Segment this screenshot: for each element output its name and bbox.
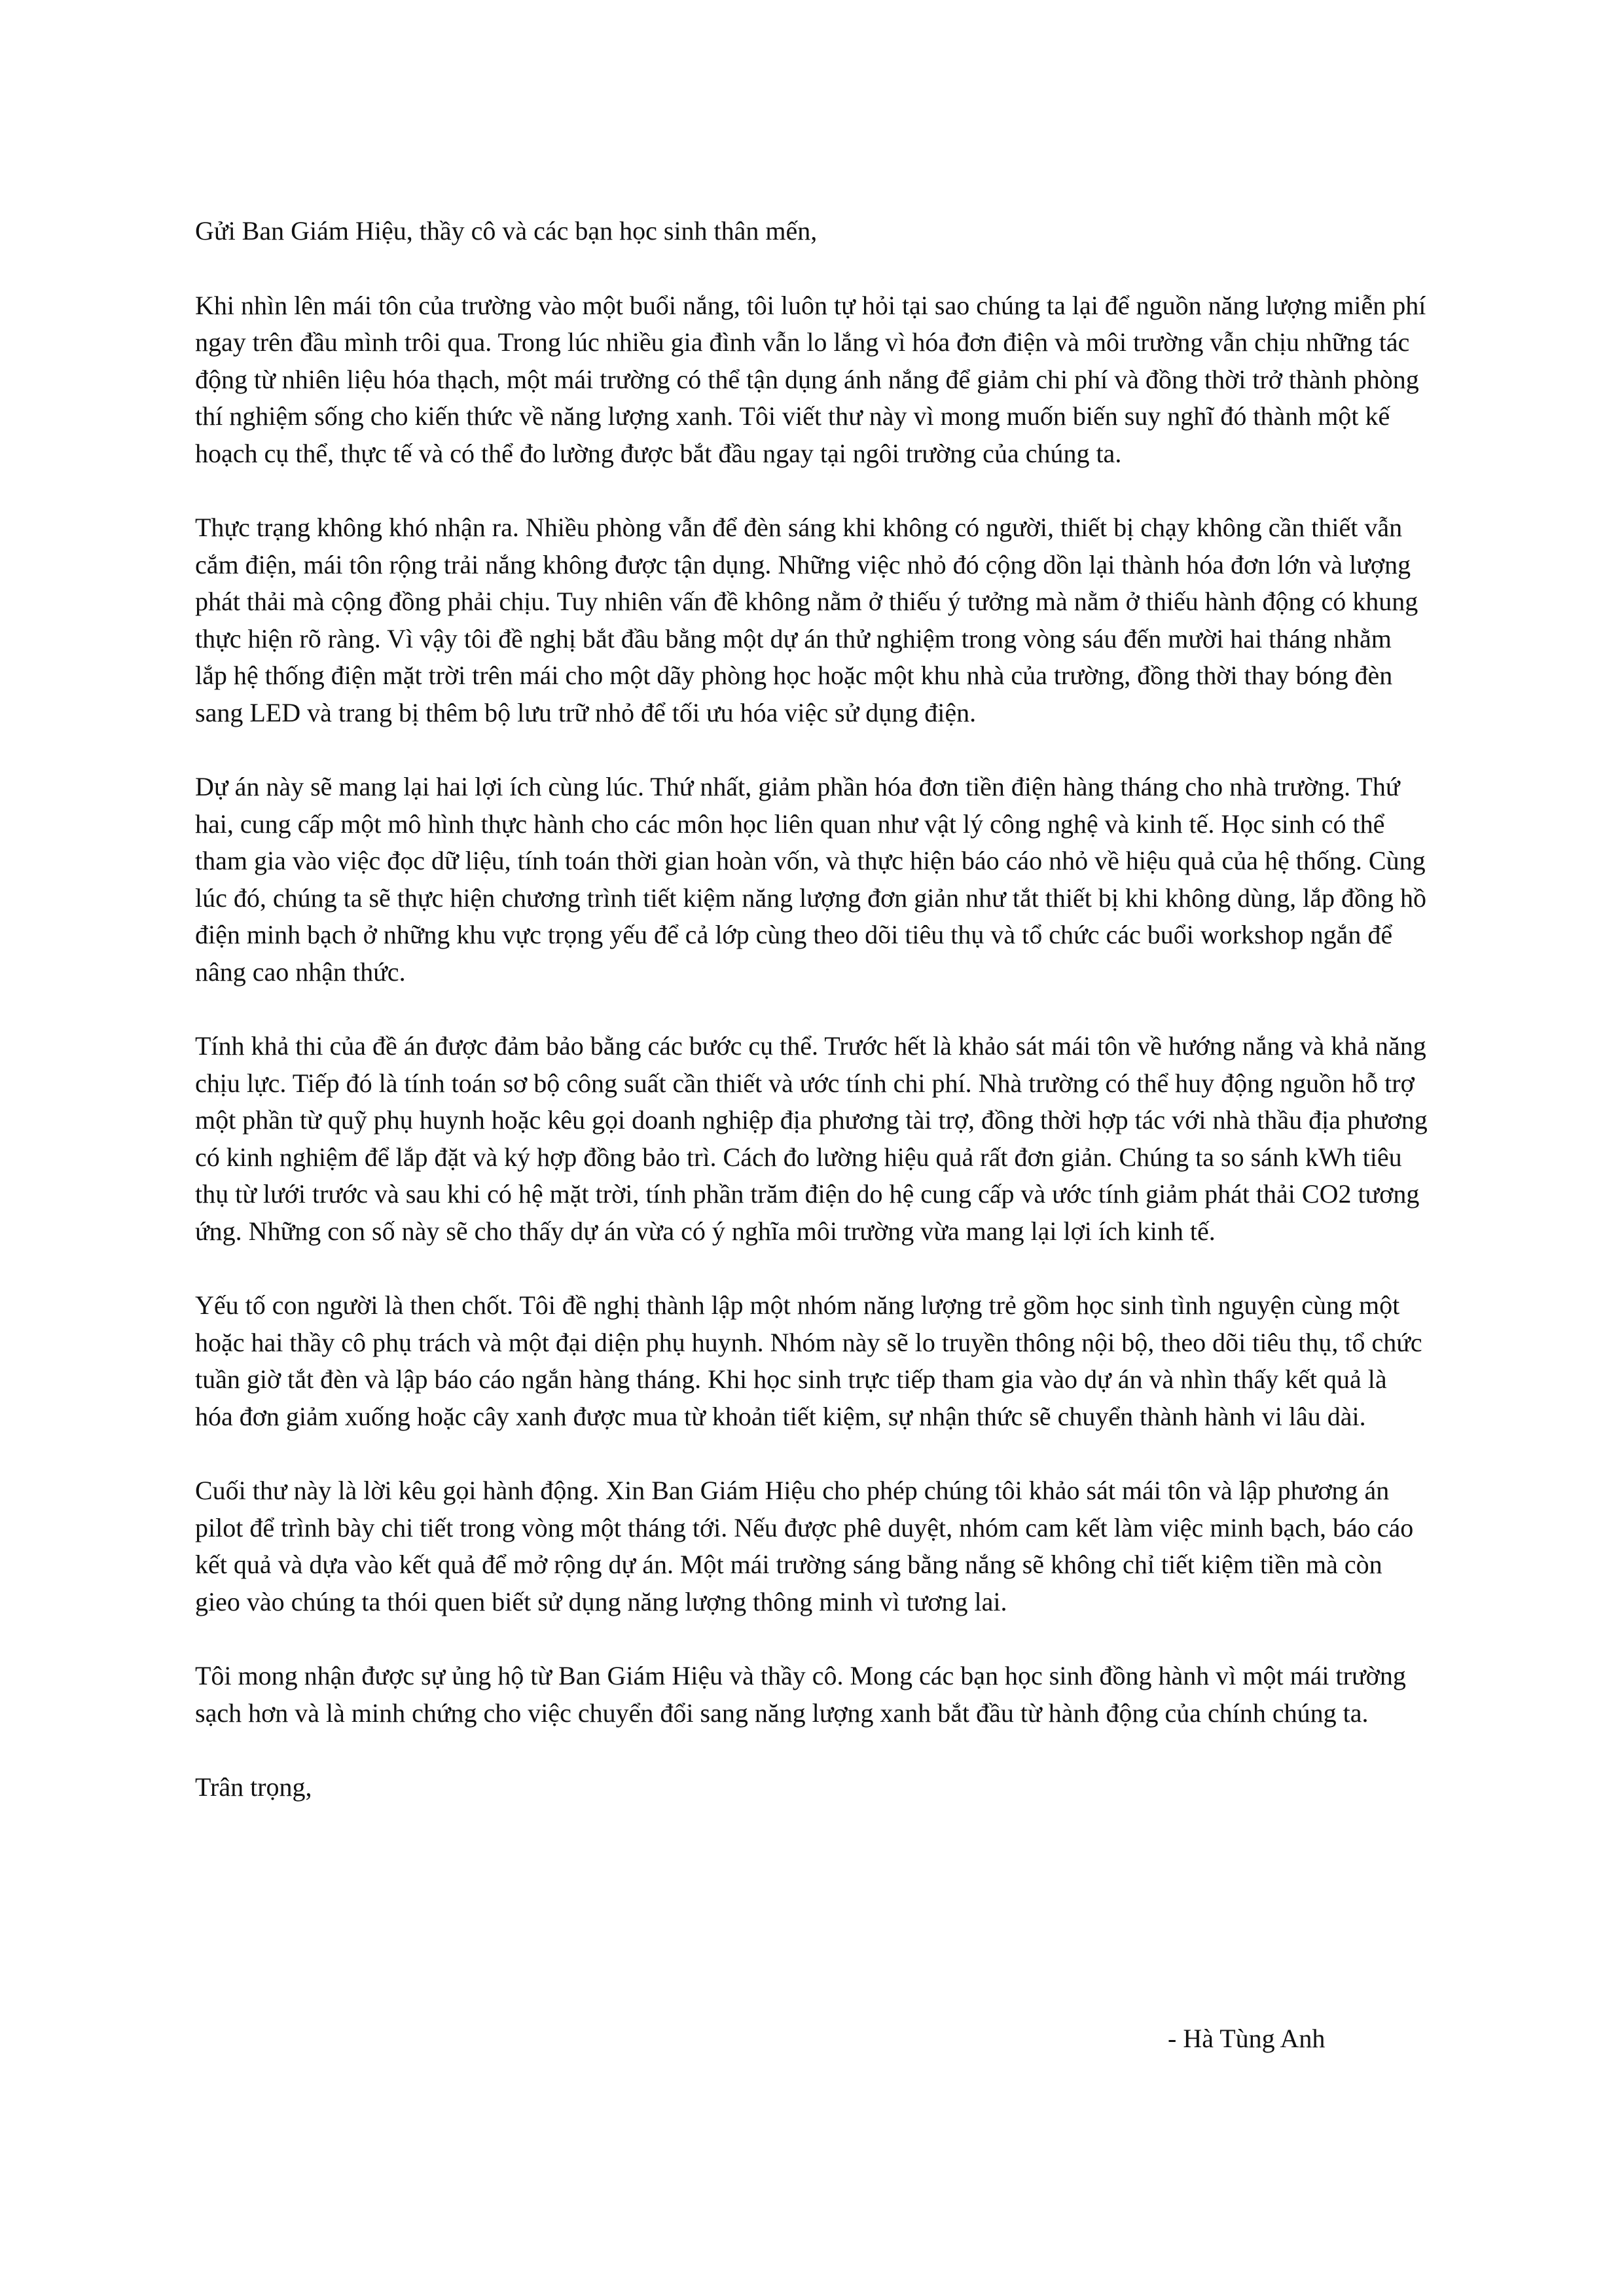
paragraph-human-factor: Yếu tố con người là then chốt. Tôi đề nghị thành lập một nhóm năng lượng trẻ gồm học sinh tình nguyện cùng một hoặc hai thầy cô phụ trách và một đại diện phụ huynh. Nhóm này sẽ lo truyền thông nội bộ, theo dõi tiêu thụ, tổ chức tuần giờ tắt đèn và lập báo cáo ngắn hàng tháng. Khi học sinh trực tiếp tham gia vào dự án và nhìn thấy kết quả là hóa đơn giảm xuống hoặc cây xanh được mua từ khoản tiết kiệm, sự nhận thức sẽ chuyển thành hành vi lâu dài. [195, 1290, 1422, 1431]
letter-body [195, 213, 1429, 1806]
paragraph-feasibility: Tính khả thi của đề án được đảm bảo bằng các bước cụ thể. Trước hết là khảo sát mái tôn về hướng nắng và khả năng chịu lực. Tiếp đó là tính toán sơ bộ công suất cần thiết và ước tính chi phí. Nhà trường có thể huy động nguồn hỗ trợ một phần từ quỹ phụ huynh hoặc kêu gọi doanh nghiệp địa phương tài trợ, đồng thời hợp tác với nhà thầu địa phương có kinh nghiệm để lắp đặt và ký hợp đồng bảo trì. Cách đo lường hiệu quả rất đơn giản. Chúng ta so sánh kWh tiêu thụ từ lưới trước và sau khi có hệ mặt trời, tính phần trăm điện do hệ cung cấp và ước tính giảm phát thải CO2 tương ứng. Những con số này sẽ cho thấy dự án vừa có ý nghĩa môi trường vừa mang lại lợi ích kinh tế. [195, 1031, 1428, 1246]
letter-signature: - Hà Tùng Anh [1168, 2024, 1326, 2053]
letter-closing: Trân trọng, [195, 1772, 312, 1802]
paragraph-final-request: Tôi mong nhận được sự ủng hộ từ Ban Giám Hiệu và thầy cô. Mong các bạn học sinh đồng hành vì một mái trường sạch hơn và là minh chứng cho việc chuyển đổi sang năng lượng xanh bắt đầu từ hành động của chính chúng ta. [195, 1661, 1406, 1728]
letter-greeting: Gửi Ban Giám Hiệu, thầy cô và các bạn học sinh thân mến, [195, 216, 818, 246]
paragraph-call-to-action: Cuối thư này là lời kêu gọi hành động. Xin Ban Giám Hiệu cho phép chúng tôi khảo sát mái tôn và lập phương án pilot để trình bày chi tiết trong vòng một tháng tới. Nếu được phê duyệt, nhóm cam kết làm việc minh bạch, báo cáo kết quả và dựa vào kết quả để mở rộng dự án. Một mái trường sáng bằng nắng sẽ không chỉ tiết kiệm tiền mà còn gieo vào chúng ta thói quen biết sử dụng năng lượng thông minh vì tương lai. [195, 1476, 1414, 1616]
paragraph-current-situation: Thực trạng không khó nhận ra. Nhiều phòng vẫn để đèn sáng khi không có người, thiết bị chạy không cần thiết vẫn cắm điện, mái tôn rộng trải nắng không được tận dụng. Những việc nhỏ đó cộng dồn lại thành hóa đơn lớn và lượng phát thải mà cộng đồng phải chịu. Tuy nhiên vấn đề không nằm ở thiếu ý tưởng mà nằm ở thiếu hành động có khung thực hiện rõ ràng. Vì vậy tôi đề nghị bắt đầu bằng một dự án thử nghiệm trong vòng sáu đến mười hai tháng nhằm lắp hệ thống điện mặt trời trên mái cho một dãy phòng học hoặc một khu nhà của trường, đồng thời thay bóng đèn sang LED và trang bị thêm bộ lưu trữ nhỏ để tối ưu hóa việc sử dụng điện. [195, 513, 1418, 727]
paragraph-benefits: Dự án này sẽ mang lại hai lợi ích cùng lúc. Thứ nhất, giảm phần hóa đơn tiền điện hàng tháng cho nhà trường. Thứ hai, cung cấp một mô hình thực hành cho các môn học liên quan như vật lý công nghệ và kinh tế. Học sinh có thể tham gia vào việc đọc dữ liệu, tính toán thời gian hoàn vốn, và thực hiện báo cáo nhỏ về hiệu quả của hệ thống. Cùng lúc đó, chúng ta sẽ thực hiện chương trình tiết kiệm năng lượng đơn giản như tắt thiết bị khi không dùng, lắp đồng hồ điện minh bạch ở những khu vực trọng yếu để cả lớp cùng theo dõi tiêu thụ và tổ chức các buổi workshop ngắn để nâng cao nhận thức. [195, 772, 1426, 987]
paragraph-intro: Khi nhìn lên mái tôn của trường vào một buổi nắng, tôi luôn tự hỏi tại sao chúng ta lại để nguồn năng lượng miễn phí ngay trên đầu mình trôi qua. Trong lúc nhiều gia đình vẫn lo lắng vì hóa đơn điện và môi trường vẫn chịu những tác động từ nhiên liệu hóa thạch, một mái trường có thể tận dụng ánh nắng để giảm chi phí và đồng thời trở thành phòng thí nghiệm sống cho kiến thức về năng lượng xanh. Tôi viết thư này vì mong muốn biến suy nghĩ đó thành một kế hoạch cụ thể, thực tế và có thể đo lường được bắt đầu ngay tại ngôi trường của chúng ta. [195, 290, 1426, 468]
